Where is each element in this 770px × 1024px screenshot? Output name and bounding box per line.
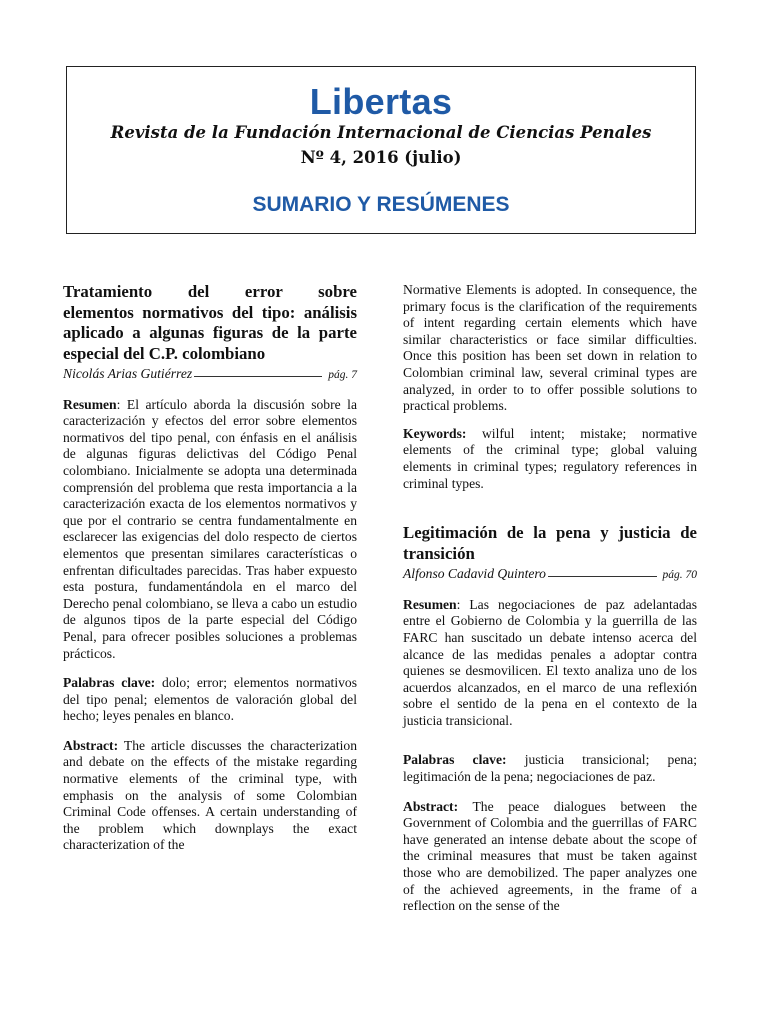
article-abstract-continued: Normative Elements is adopted. In consequence, the primary focus is the clarification of the requirements of intent regarding certain elements which have similar characteristics or face similar difficulties. Once this position has been set down in relation to Colombian criminal law, several criminal types are analyzed, in order to to offer possible solutions to practical problems. [403, 282, 697, 414]
article-author: Alfonso Cadavid Quintero [403, 566, 546, 582]
abstract-label: Abstract: [403, 798, 459, 814]
article-page: pág. 70 [662, 569, 697, 582]
palabras-label: Palabras clave: [63, 675, 156, 691]
journal-title: Libertas [309, 81, 453, 122]
resumen-text: : El artículo aborda la discusión sobre la caracterización y efectos del error sobre elementos normativos del tipo penal, con énfasis en el análisis de algunas figuras delictivas del Código Penal colombiano. Inicialmente se adopta una determinada comprensión del problema que resta importancia a la caracterización exacta de los elementos normativos y que por el contrario se centra fundamentalmente en esclarecer las exigencias del dolo respecto de ciertos elementos que presentan similares características o enfrentan dificultades parecidas. Tras haber expuesto esta postura, fundamentándola en el marco del Derecho penal colombiano, se lleva a cabo un estudio de algunos tipos de la parte especial del Código Penal, para ofrecer posibles soluciones a problemas prácticos. [63, 396, 357, 661]
article-title: Tratamiento del error sobre [63, 282, 357, 301]
article-palabras-clave [403, 752, 697, 785]
keywords-label: Keywords: [403, 425, 467, 441]
palabras-text: justicia transicional; pena; legitimación de la pena; negociaciones de paz. [403, 752, 697, 785]
article-byline [403, 566, 697, 584]
article-byline [63, 366, 357, 384]
journal-issue: Nº 4, 2016 (julio) [300, 148, 462, 167]
article-title-continued: elementos normativos del tipo: análisis aplicado a algunas figuras de la parte especial del C.P. colombiano [63, 302, 357, 363]
article-author: Nicolás Arias Gutiérrez [63, 366, 193, 381]
resumen-text: : Las negociaciones de paz adelantadas entre el Gobierno de Colombia y la guerrilla de las FARC han suscitado un debate intenso acerca del alcance de las medidas penales a adoptar contra quienes se desmovilicen. El texto analiza uno de los acuerdos alcanzados, en el marco de una reflexión sobre el sentido de la pena en el contexto de la justicia transicional. [403, 596, 697, 728]
article-page: pág. 7 [328, 369, 357, 381]
article-keywords [403, 426, 697, 492]
left-column [63, 282, 357, 854]
palabras-text: dolo; error; elementos normativos del tipo penal; elementos de valoración global del hecho; leyes penales en blanco. [63, 675, 357, 724]
article-2 [403, 523, 697, 915]
right-column [403, 282, 697, 915]
byline-rule [194, 376, 322, 377]
palabras-label: Palabras clave: [403, 752, 507, 768]
resumen-label: Resumen [403, 596, 457, 612]
abstract-text: The article discusses the characterization and debate on the effects of the mistake regarding normative elements of the criminal type, with emphasis on the analysis of some Colombian Criminal Code offenses. A certain understanding of the problem which downplays the exact characterization of the [63, 737, 357, 853]
journal-header [66, 66, 696, 234]
article-title: Legitimación de la pena y justicia de transición [403, 523, 697, 563]
abstract-text: The peace dialogues between the Government of Colombia and the guerrillas of FARC have generated an intense debate about the scope of the criminal measures that must be taken against those who are demobilized. The paper analyzes one of the achieved agreements, in the frame of a reflection on the sense of the [403, 798, 697, 914]
byline-rule [548, 576, 657, 577]
keywords-text: wilful intent; mistake; normative elements of the criminal type; global valuing elements in criminal types; regulatory references in criminal types. [403, 425, 697, 491]
article-abstract [63, 738, 357, 854]
article-resumen [63, 397, 357, 663]
resumen-label: Resumen [63, 396, 117, 412]
journal-subtitle: Revista de la Fundación Internacional de Ciencias Penales [110, 123, 652, 142]
article-1 [63, 282, 357, 854]
article-palabras-clave [63, 675, 357, 725]
abstract-label: Abstract: [63, 737, 119, 753]
article-abstract [403, 799, 697, 915]
section-title: SUMARIO Y RESÚMENES [252, 193, 510, 216]
article-resumen [403, 597, 697, 730]
